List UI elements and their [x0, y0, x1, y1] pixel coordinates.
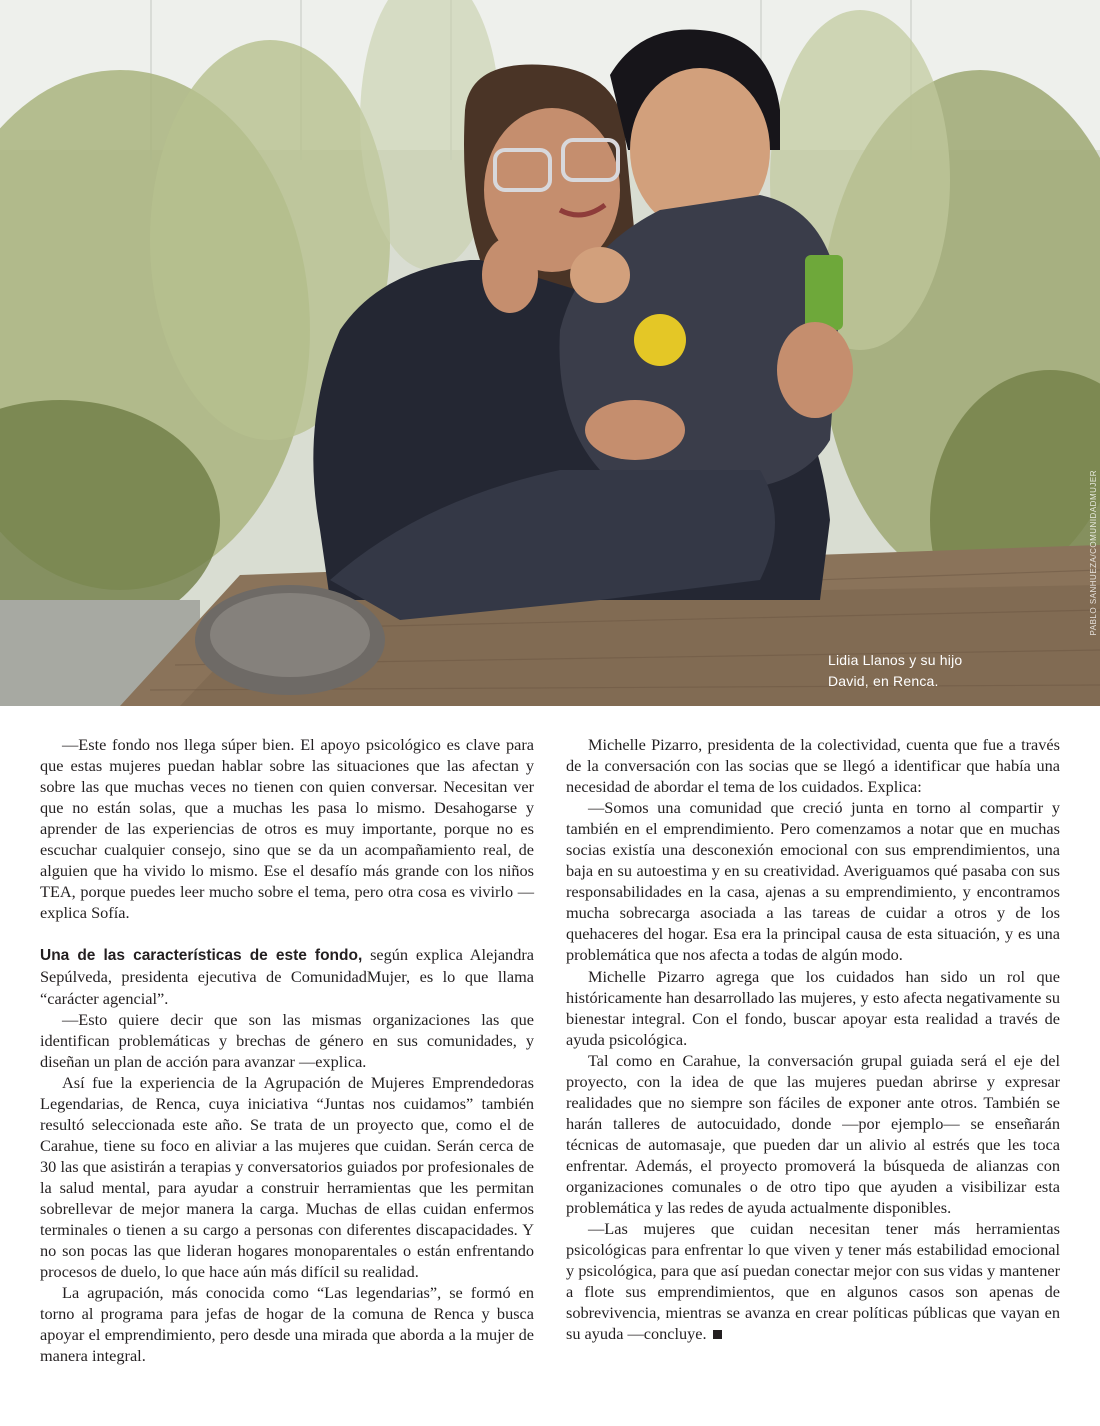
paragraph: La agrupación, más conocida como “Las legendarias”, se formó en torno al programa para jefas de hogar de la comuna de Renca y busca apoyar el emprendimiento, pero desde una mirada que aborda a la mujer de manera integral. [40, 1283, 534, 1366]
section-opening-paragraph [40, 944, 534, 1008]
end-of-article-icon [713, 1330, 722, 1339]
photo-caption [828, 650, 962, 692]
paragraph-text: según explica Alejandra Sepúlveda, presidenta ejecutiva de ComunidadMujer, es lo que llama “carácter agencial”. [40, 945, 534, 1008]
paragraph-text: —Las mujeres que cuidan necesitan tener más herramientas psicológicas para enfrentar lo que viven y tener más estabilidad emocional y psicológica, para que así puedan conectar mejor con sus vidas y mantener a flote sus emprendimientos, que en algunos casos son apenas de sobrevivencia, mientras se avanza en crear políticas públicas que vayan en su ayuda —concluye. [566, 1219, 1060, 1344]
paragraph: —Este fondo nos llega súper bien. El apoyo psicológico es clave para que estas mujeres puedan hablar sobre las situaciones que las afectan y sobre las que muchas veces no tienen con quien conversar. Necesitan ver que no están solas, que a muchas les pasa lo mismo. Desahogarse y aprender de las experiencias de otros es muy importante, porque no es escuchar cualquier consejo, sino que se da un acompañamiento real, de alguien que ha vivido lo mismo. Ese el desafío más grande con los niños TEA, porque puedes leer mucho sobre el tema, pero otra cosa es vivirlo —explica Sofía. [40, 735, 534, 923]
paragraph: —Esto quiere decir que son las mismas organizaciones las que identifican problemáticas y brechas de género en sus comunidades, y diseñan un plan de acción para avanzar —explica. [40, 1009, 534, 1071]
right-column [566, 734, 1060, 1366]
photo-illustration [0, 0, 1100, 706]
caption-line-1: Lidia Llanos y su hijo [828, 652, 963, 668]
feature-photo [0, 0, 1100, 706]
caption-line-2: David, en Renca. [828, 673, 939, 689]
paragraph: Michelle Pizarro agrega que los cuidados han sido un rol que históricamente han desarrollado las mujeres, y esto afecta negativamente su bienestar integral. Con el fondo, buscar apoyar esta realidad a través de ayuda psicológica. [566, 966, 1060, 1049]
paragraph: —Somos una comunidad que creció junta en torno al compartir y también en el emprendimiento. Pero comenzamos a notar que en muchas socias existía una desconexión emocional con sus emprendimientos, una baja en su autoestima y en su creatividad. Averiguamos qué pasaba con sus responsabilidades en la casa, ajenas a su emprendimiento, y encontramos mucha sobrecarga asociada a las tareas de cuidar a otros y de los quehaceres del hogar. Esa era la principal causa de esta situación, y es una problemática que nos afecta a todas de algún modo. [566, 798, 1060, 965]
paragraph: Así fue la experiencia de la Agrupación de Mujeres Emprendedoras Legendarias, de Renca, cuya iniciativa “Juntas nos cuidamos” también resultó seleccionada este año. Se trata de un proyecto que, como el de Carahue, tiene su foco en aliviar a las mujeres que cuidan. Serán cerca de 30 las que asistirán a terapias y conversatorios guiados por profesionales de la salud mental, para ayudar a construir herramientas que les permitan sobrellevar de mejor manera la carga. Muchas de ellas cuidan enfermos terminales o tienen a su cargo a personas con diferentes discapacidades. Y no son pocas las que lideran hogares monoparentales o están enfrentando procesos de duelo, lo que hace aún más difícil su realidad. [40, 1072, 534, 1282]
paragraph: Tal como en Carahue, la conversación grupal guiada será el eje del proyecto, con la idea de que las mujeres puedan abrirse y expresar realidades que no siempre son fáciles de exponer ante otros. También se harán talleres de autocuidado, donde —por ejemplo— se enseñarán técnicas de automasaje, que pueden dar un alivio al estrés que les toca enfrentar. Además, el proyecto promoverá la búsqueda de alianzas con organizaciones comunales o de otro tipo que ayuden a visibilizar esta problemática y las redes de ayuda actualmente disponibles. [566, 1050, 1060, 1218]
lead-in-text: Una de las características de este fondo, [40, 947, 363, 965]
photo-credit: PABLO SANHUEZA/COMUNIDADMUJER [1089, 470, 1098, 636]
left-column [40, 734, 534, 1366]
final-paragraph [566, 1218, 1060, 1344]
article-body [40, 734, 1060, 1366]
paragraph: Michelle Pizarro, presidenta de la colectividad, cuenta que fue a través de la conversación con las socias que se llegó a identificar que había una necesidad de abordar el tema de los cuidados. Explica: [566, 735, 1060, 797]
